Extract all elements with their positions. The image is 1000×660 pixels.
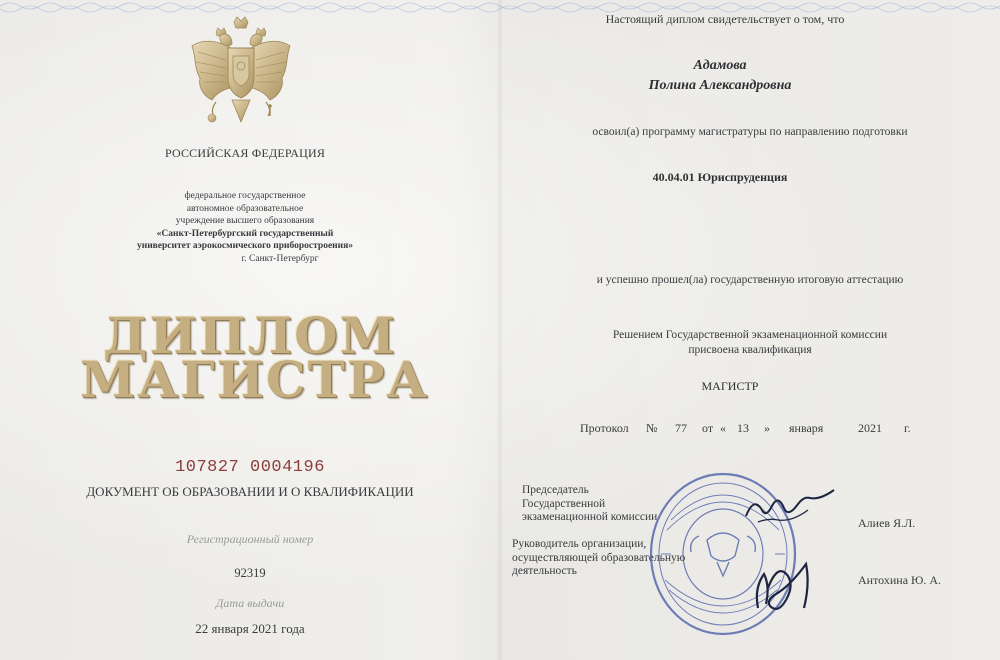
chair-title-line: Государственной xyxy=(522,497,606,510)
org-name-line: «Санкт-Петербургский государственный xyxy=(156,228,334,239)
protocol-number-sign: № xyxy=(646,421,658,435)
protocol-year: 2021 xyxy=(858,421,882,435)
protocol-year-suffix: г. xyxy=(904,421,911,435)
attestation-statement: и успешно прошел(ла) государственную итоговую аттестацию xyxy=(596,274,904,286)
serial-number: 107827 0004196 xyxy=(175,458,325,477)
org-city: г. Санкт-Петербург xyxy=(241,253,319,264)
protocol-day: 13 xyxy=(737,421,749,435)
decision-line1: Решением Государственной экзаменационной комиссии xyxy=(612,329,888,341)
head-title-line: Руководитель организации, xyxy=(512,538,647,550)
program-name: 40.04.01 Юриспруденция xyxy=(652,170,788,184)
chair-signature-icon xyxy=(740,486,840,536)
org-line: автономное образовательное xyxy=(186,203,304,214)
head-title-line: осуществляющей образовательную xyxy=(512,551,686,564)
head-name: Антохина Ю. А. xyxy=(858,573,942,587)
program-statement: освоил(а) программу магистратуры по направлению подготовки xyxy=(592,126,908,138)
registration-number-label: Регистрационный номер xyxy=(186,532,314,546)
document-type: ДОКУМЕНТ ОБ ОБРАЗОВАНИИ И О КВАЛИФИКАЦИИ xyxy=(86,484,414,499)
org-line: федеральное государственное xyxy=(184,191,306,201)
diploma-title-line2: МАГИСТРА xyxy=(80,350,430,409)
organization-block xyxy=(100,190,390,265)
head-signature-icon xyxy=(748,548,818,634)
coat-of-arms-icon xyxy=(186,16,296,136)
protocol-open-quote: « xyxy=(720,421,726,435)
protocol-label: Протокол xyxy=(580,421,629,435)
chair-title-line: Председатель xyxy=(522,484,589,496)
protocol-month: января xyxy=(789,421,824,435)
issue-date-value: 22 января 2021 года xyxy=(195,621,305,636)
protocol-from: от xyxy=(702,421,714,435)
diploma-title-line1: ДИПЛОМ xyxy=(102,306,398,365)
issue-date-label: Дата выдачи xyxy=(215,596,285,610)
decision-line2: присвоена квалификация xyxy=(688,344,812,356)
protocol-close-quote: » xyxy=(764,421,770,435)
chair-name: Алиев Я.Л. xyxy=(858,516,916,530)
head-title-line: деятельность xyxy=(512,565,577,577)
certification-header: Настоящий диплом свидетельствует о том, что xyxy=(605,12,845,26)
page-fold xyxy=(497,0,503,660)
country-name: РОССИЙСКАЯ ФЕДЕРАЦИЯ xyxy=(164,146,326,160)
graduate-given-names: Полина Александровна xyxy=(648,78,792,93)
org-name-line: университет аэрокосмического приборостроения» xyxy=(136,241,354,251)
qualification: МАГИСТР xyxy=(701,379,759,393)
org-line: учреждение высшего образования xyxy=(175,216,315,226)
registration-number-value: 92319 xyxy=(234,566,266,580)
chair-title-line: экзаменационной комиссии xyxy=(522,511,658,523)
protocol-number: 77 xyxy=(675,421,687,435)
graduate-surname: Адамова xyxy=(693,58,747,73)
